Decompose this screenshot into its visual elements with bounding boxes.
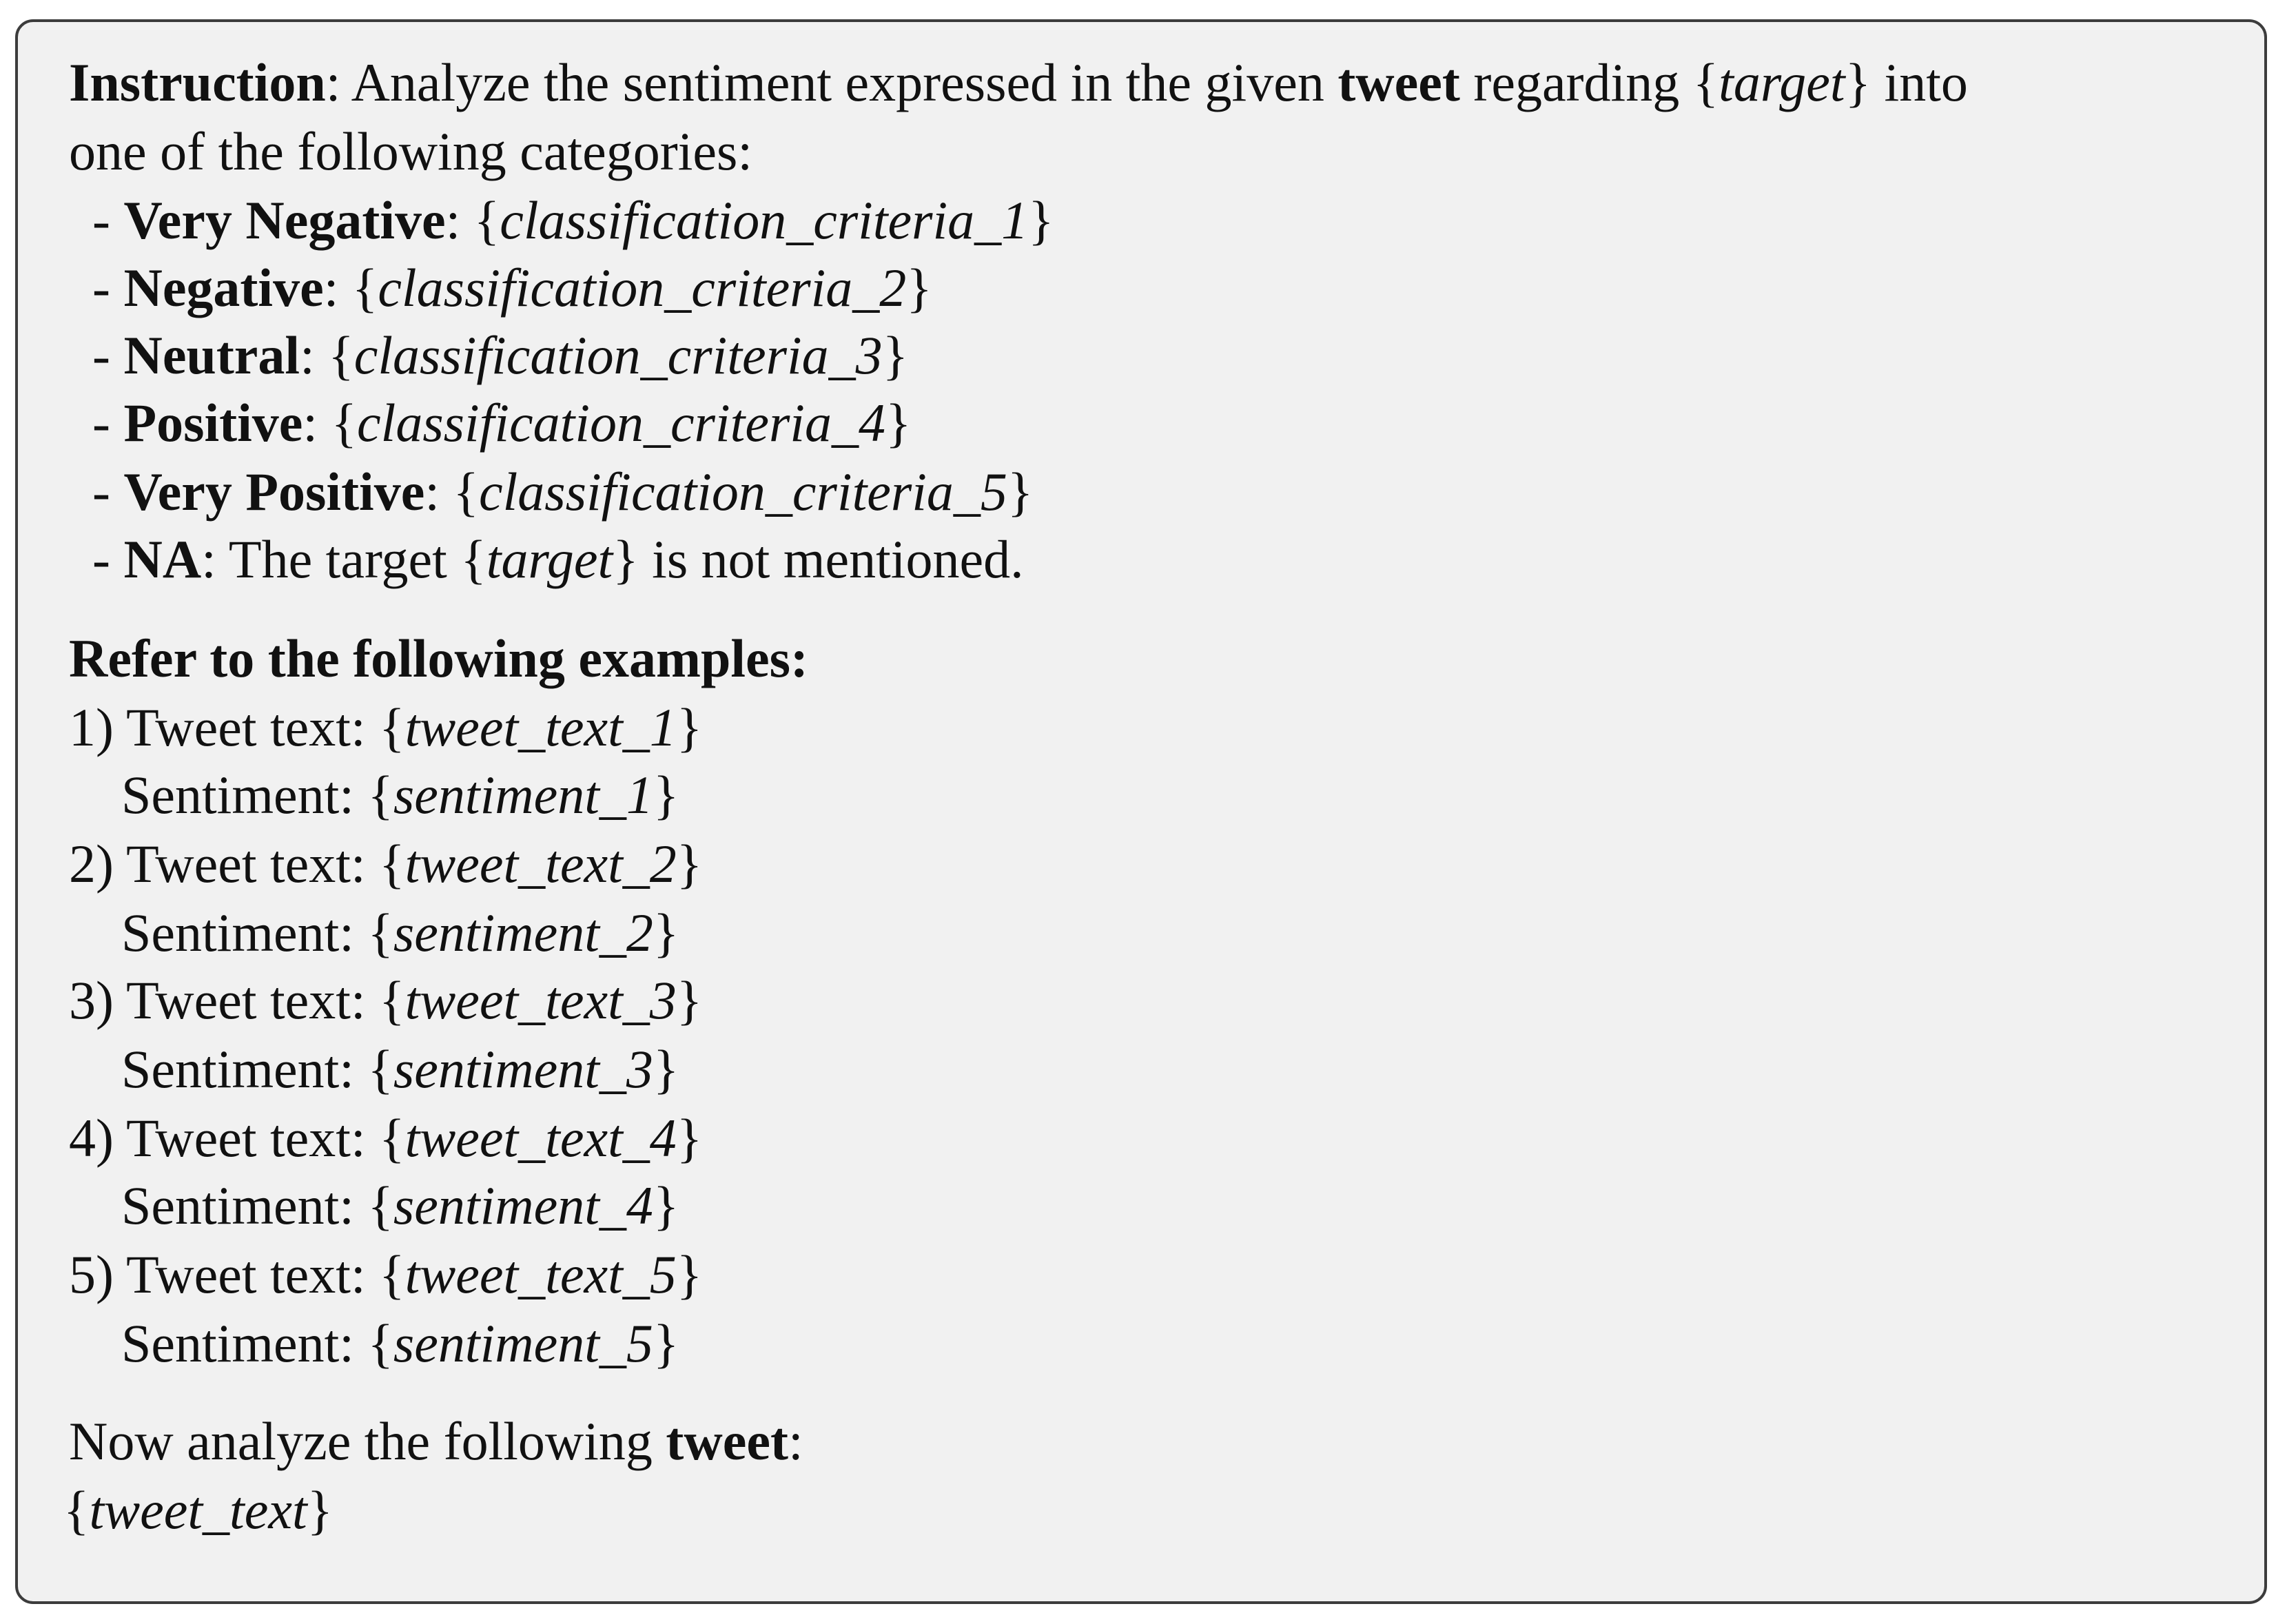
- examples-heading: Refer to the following examples:: [69, 628, 808, 688]
- category-close: }: [1028, 190, 1054, 250]
- instruction-line-2: one of the following categories:: [69, 121, 753, 181]
- tweet-placeholder: tweet_text_4: [404, 1108, 677, 1168]
- category-bullet: -: [92, 462, 124, 522]
- brace-close: }: [653, 1039, 679, 1099]
- category-positive: [92, 390, 911, 456]
- instruction-text-b: regarding {: [1459, 52, 1719, 112]
- na-text-a: : The target {: [201, 529, 486, 589]
- brace-close: }: [676, 1108, 703, 1168]
- final-tweet-placeholder-line: [63, 1477, 333, 1543]
- category-na: [92, 526, 1024, 593]
- category-bullet: -: [92, 190, 124, 250]
- sentiment-placeholder: sentiment_3: [393, 1039, 653, 1099]
- category-name: Negative: [123, 258, 324, 318]
- category-neutral: [92, 322, 908, 389]
- category-close: }: [906, 258, 932, 318]
- example-tweet-1: [69, 695, 702, 761]
- example-tweet-3: [69, 967, 702, 1034]
- example-tweet-label: 5) Tweet text: {: [69, 1244, 405, 1304]
- category-name: NA: [123, 529, 202, 589]
- tweet-placeholder: tweet_text_5: [404, 1244, 677, 1304]
- final-instruction: [69, 1408, 803, 1474]
- tweet-keyword: tweet: [1337, 52, 1460, 112]
- tweet-placeholder: tweet_text_2: [404, 834, 677, 894]
- prompt-template-box: [15, 19, 2267, 1604]
- brace-close: }: [676, 1244, 703, 1304]
- example-tweet-label: 4) Tweet text: {: [69, 1108, 405, 1168]
- category-criteria: classification_criteria_2: [378, 258, 907, 318]
- example-tweet-label: 3) Tweet text: {: [69, 970, 405, 1030]
- category-bullet: -: [92, 258, 124, 318]
- instruction-text-a: : Analyze the sentiment expressed in the given: [325, 52, 1338, 112]
- category-criteria: classification_criteria_1: [500, 190, 1029, 250]
- brace-close: }: [653, 1175, 679, 1235]
- category-very-negative: [92, 187, 1054, 254]
- example-tweet-label: 2) Tweet text: {: [69, 834, 405, 894]
- category-name: Very Negative: [123, 190, 446, 250]
- example-sentiment-1: [121, 762, 679, 828]
- example-sentiment-2: [121, 900, 679, 966]
- category-criteria: classification_criteria_3: [353, 325, 883, 385]
- instruction-line-1: [69, 50, 1968, 116]
- category-bullet: -: [92, 325, 124, 385]
- na-text-b: } is not mentioned.: [613, 529, 1024, 589]
- category-close: }: [1007, 462, 1034, 522]
- category-sep: : {: [300, 325, 354, 385]
- tweet-placeholder: tweet_text_3: [404, 970, 677, 1030]
- tweet-keyword: tweet: [666, 1411, 788, 1471]
- tweet-text-placeholder: tweet_text: [89, 1480, 307, 1540]
- example-tweet-5: [69, 1242, 702, 1308]
- instruction-label: Instruction: [69, 52, 326, 112]
- brace-close: }: [676, 970, 703, 1030]
- sentiment-placeholder: sentiment_2: [393, 903, 653, 963]
- sentiment-placeholder: sentiment_1: [393, 765, 653, 825]
- category-sep: : {: [424, 462, 479, 522]
- category-negative: [92, 255, 932, 321]
- target-placeholder: target: [486, 529, 613, 589]
- brace-open: {: [63, 1480, 90, 1540]
- example-sentiment-label: Sentiment: {: [121, 1313, 393, 1373]
- example-sentiment-label: Sentiment: {: [121, 765, 393, 825]
- category-name: Very Positive: [123, 462, 425, 522]
- instruction-text-c: } into: [1845, 52, 1968, 112]
- example-tweet-2: [69, 831, 702, 897]
- example-sentiment-3: [121, 1036, 679, 1102]
- brace-close: }: [653, 903, 679, 963]
- category-name: Positive: [123, 393, 303, 453]
- category-sep: : {: [323, 258, 378, 318]
- category-bullet: -: [92, 529, 124, 589]
- category-close: }: [882, 325, 909, 385]
- category-close: }: [885, 393, 912, 453]
- brace-close: }: [676, 834, 703, 894]
- example-sentiment-label: Sentiment: {: [121, 1175, 393, 1235]
- category-bullet: -: [92, 393, 124, 453]
- example-tweet-label: 1) Tweet text: {: [69, 697, 405, 757]
- category-sep: : {: [445, 190, 500, 250]
- brace-close: }: [307, 1480, 334, 1540]
- target-placeholder: target: [1719, 52, 1845, 112]
- brace-close: }: [653, 765, 679, 825]
- final-text: Now analyze the following: [69, 1411, 666, 1471]
- brace-close: }: [676, 697, 703, 757]
- sentiment-placeholder: sentiment_5: [393, 1313, 653, 1373]
- category-sep: : {: [302, 393, 358, 453]
- example-sentiment-5: [121, 1310, 679, 1377]
- tweet-placeholder: tweet_text_1: [404, 697, 677, 757]
- sentiment-placeholder: sentiment_4: [393, 1175, 653, 1235]
- category-criteria: classification_criteria_5: [478, 462, 1007, 522]
- category-very-positive: [92, 459, 1033, 525]
- category-criteria: classification_criteria_4: [357, 393, 885, 453]
- example-tweet-4: [69, 1105, 702, 1171]
- category-name: Neutral: [123, 325, 300, 385]
- final-colon: :: [788, 1411, 803, 1471]
- example-sentiment-label: Sentiment: {: [121, 903, 393, 963]
- example-sentiment-label: Sentiment: {: [121, 1039, 393, 1099]
- brace-close: }: [653, 1313, 679, 1373]
- example-sentiment-4: [121, 1173, 679, 1239]
